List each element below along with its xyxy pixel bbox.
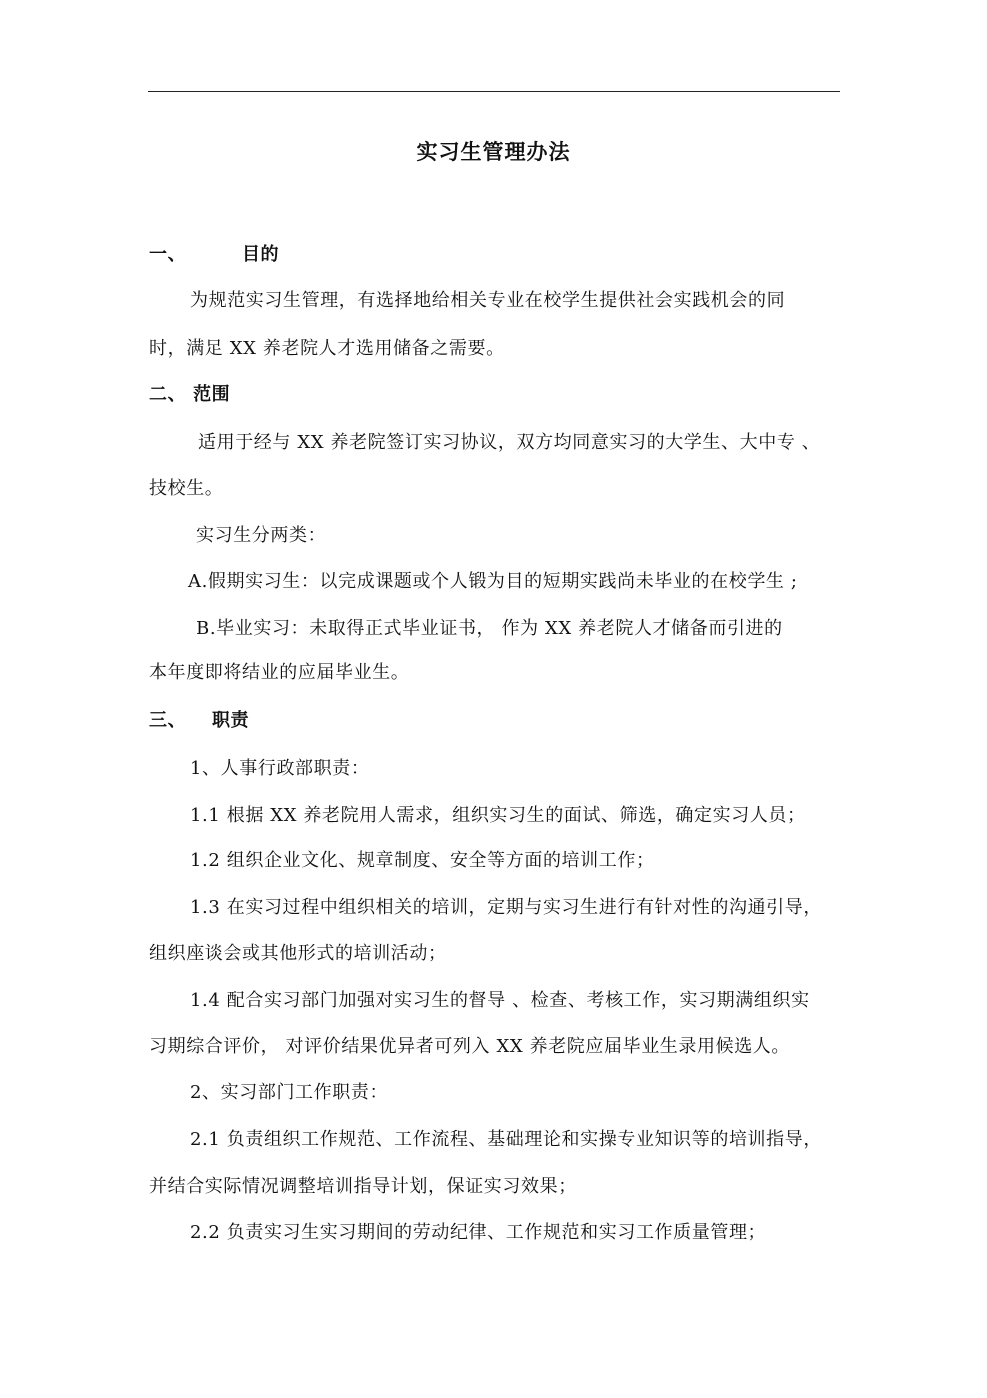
section-heading-1	[149, 243, 279, 267]
section-title: 范围	[193, 384, 231, 405]
document-title: 实习生管理办法	[416, 139, 571, 164]
section-heading-2	[149, 383, 230, 407]
paragraph-line: 适用于经与 XX 养老院签订实习协议，双方均同意实习的大学生、大中专 、	[198, 432, 821, 453]
paragraph-line: 组织座谈会或其他形式的培训活动；	[149, 943, 447, 964]
section-title: 目的	[241, 244, 280, 265]
paragraph-line: 1.4 配合实习部门加强对实习生的督导 、检查、考核工作，实习期满组织实	[190, 990, 810, 1011]
paragraph-line: 1.1 根据 XX 养老院用人需求，组织实习生的面试、筛选，确定实习人员；	[190, 805, 806, 826]
section-number: 二、	[149, 384, 187, 405]
section-title: 职责	[211, 710, 250, 731]
paragraph-line: 2.1 负责组织工作规范、工作流程、基础理论和实操专业知识等的培训指导，	[190, 1129, 822, 1150]
paragraph-line: 习期综合评价， 对评价结果优异者可列入 XX 养老院应届毕业生录用候选人。	[149, 1036, 790, 1057]
paragraph-line: 1.2 组织企业文化、规章制度、安全等方面的培训工作；	[190, 850, 655, 871]
paragraph-line: 技校生。	[149, 478, 224, 499]
paragraph-line: 1.3 在实习过程中组织相关的培训，定期与实习生进行有针对性的沟通引导，	[190, 897, 822, 918]
paragraph-line: 2.2 负责实习生实习期间的劳动纪律、工作规范和实习工作质量管理；	[190, 1222, 767, 1243]
paragraph-line: B.毕业实习：未取得正式毕业证书， 作为 XX 养老院人才储备而引进的	[196, 618, 783, 639]
paragraph-line: 并结合实际情况调整培训指导计划，保证实习效果；	[149, 1176, 577, 1197]
section-heading-3	[149, 709, 249, 733]
paragraph-line: 时，满足 XX 养老院人才选用储备之需要。	[149, 338, 505, 359]
section-number: 三、	[149, 710, 187, 731]
paragraph-line: 1、人事行政部职责：	[190, 758, 370, 779]
paragraph-line: 为规范实习生管理，有选择地给相关专业在校学生提供社会实践机会的同	[190, 290, 786, 311]
paragraph-line: A.假期实习生：以完成课题或个人锻为目的短期实践尚未毕业的在校学生 ;	[188, 571, 798, 592]
header-rule	[148, 91, 840, 92]
paragraph-line: 实习生分两类：	[196, 525, 327, 546]
paragraph-line: 2、实习部门工作职责：	[190, 1082, 389, 1103]
paragraph-line: 本年度即将结业的应届毕业生。	[149, 662, 410, 683]
section-number: 一、	[149, 244, 187, 265]
